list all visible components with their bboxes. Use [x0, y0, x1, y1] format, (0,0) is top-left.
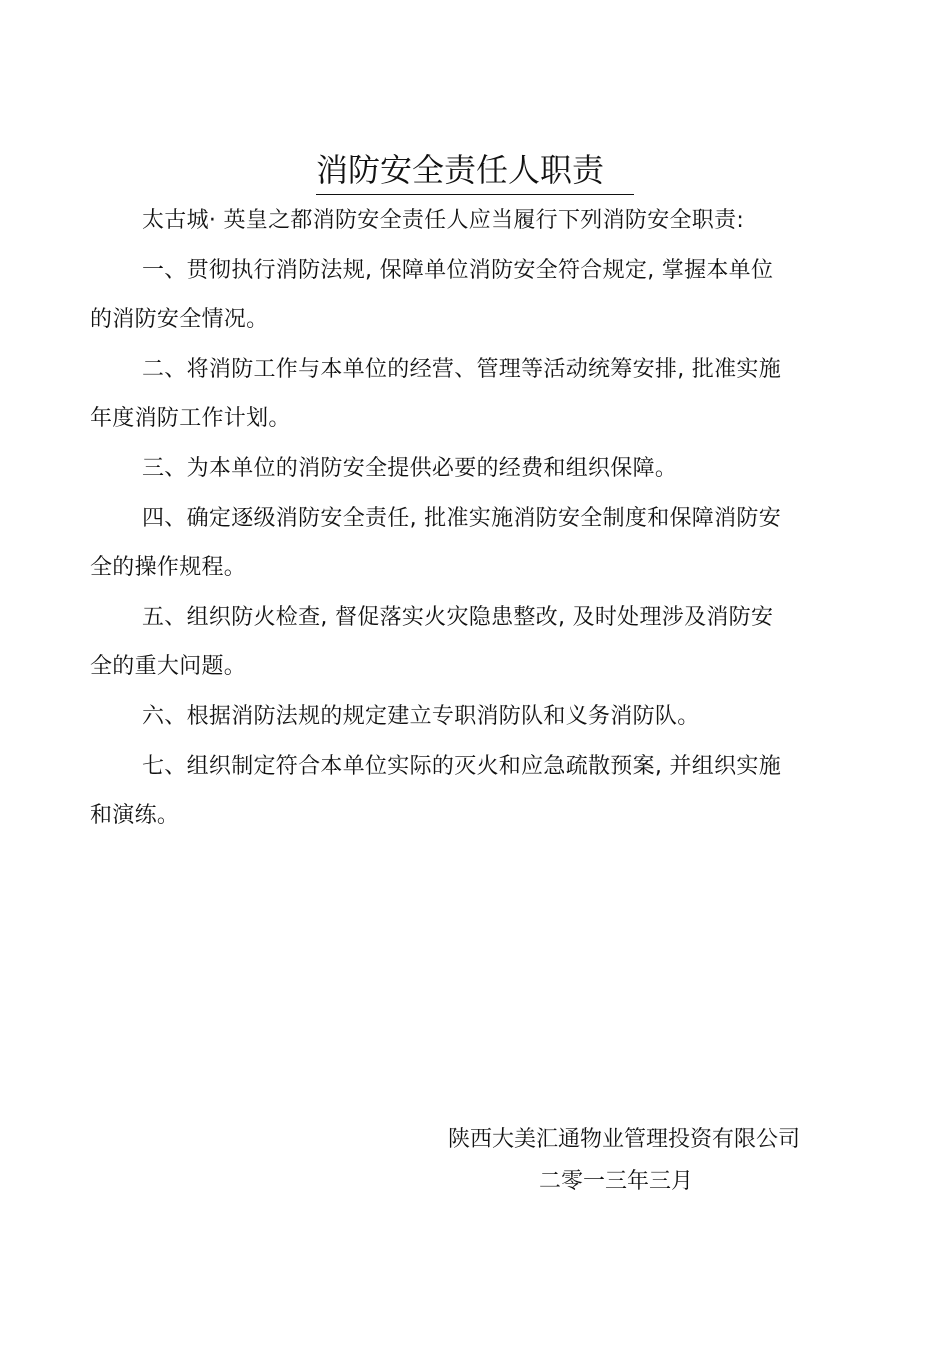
duty-item-6: 六、根据消防法规的规定建立专职消防队和义务消防队。: [142, 703, 700, 729]
duty-item-4: 四、确定逐级消防安全责任, 批准实施消防安全制度和保障消防安全的操作规程。: [90, 505, 781, 581]
signature-date: 二零一三年三月: [539, 1169, 694, 1194]
duty-item-3: 三、为本单位的消防安全提供必要的经费和组织保障。: [142, 455, 678, 481]
document-title: 消防安全责任人职责: [316, 146, 634, 195]
duty-item-2: 二、将消防工作与本单位的经营、管理等活动统筹安排, 批准实施年度消防工作计划。: [90, 356, 781, 432]
duty-item-5: 五、组织防火检查, 督促落实火灾隐患整改, 及时处理涉及消防安全的重大问题。: [90, 604, 774, 680]
duty-item-1: 一、贯彻执行消防法规, 保障单位消防安全符合规定, 掌握本单位的消防安全情况。: [90, 257, 774, 333]
document-body: [90, 196, 790, 841]
duty-item-7: 七、组织制定符合本单位实际的灭火和应急疏散预案, 并组织实施和演练。: [90, 753, 781, 829]
signature-company: 陕西大美汇通物业管理投资有限公司: [448, 1127, 801, 1152]
intro-paragraph: 太古城· 英皇之都消防安全责任人应当履行下列消防安全职责:: [142, 208, 745, 233]
